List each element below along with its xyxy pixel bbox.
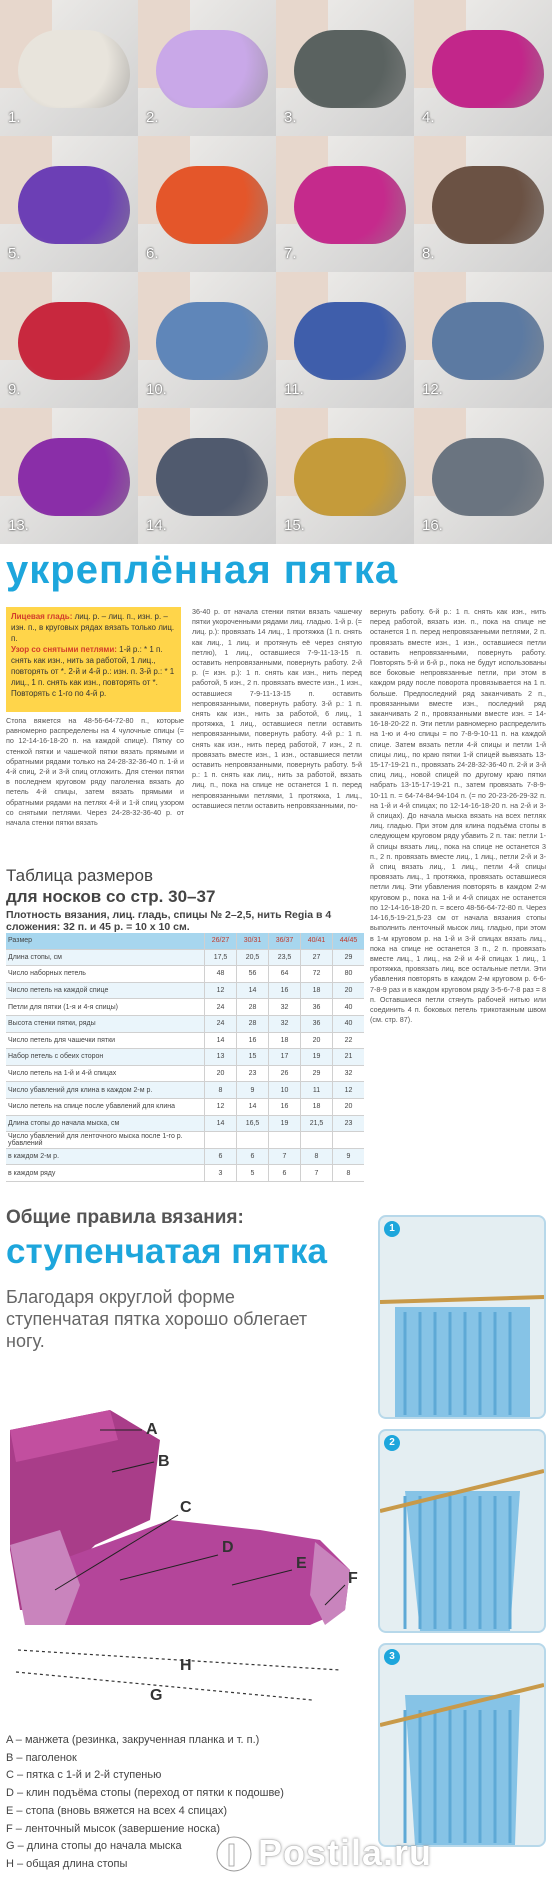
sock-heel-shape — [156, 438, 268, 516]
sock-photo — [414, 0, 552, 136]
size-value: 6 — [269, 1165, 301, 1182]
row-label: Размер — [6, 933, 205, 949]
size-value: 26/27 — [205, 933, 237, 949]
size-value: 64 — [269, 966, 301, 983]
legend-item: E – стопа (вновь вяжется на всех 4 спицах) — [6, 1804, 228, 1817]
table-row — [6, 1032, 364, 1049]
photo-number: 2. — [146, 109, 159, 126]
size-value: 32 — [333, 1065, 365, 1082]
knitted-fabric — [405, 1695, 520, 1845]
size-value: 18 — [301, 1098, 333, 1115]
size-value: 16 — [269, 982, 301, 999]
table-row — [6, 949, 364, 966]
step-photo — [378, 1215, 546, 1419]
size-value: 8 — [333, 1165, 365, 1182]
size-value — [269, 1132, 301, 1149]
size-value: 19 — [269, 1115, 301, 1132]
table-row — [6, 1148, 364, 1165]
size-value: 20,5 — [237, 949, 269, 966]
sock-heel-shape — [18, 438, 130, 516]
sock-heel-shape — [432, 30, 544, 108]
sock-photo — [414, 272, 552, 408]
photo-number: 3. — [284, 109, 297, 126]
size-value: 12 — [205, 982, 237, 999]
diagram-label-g: G — [150, 1687, 163, 1704]
size-value — [237, 1132, 269, 1149]
row-label: Число петель на каждой спице — [6, 982, 205, 999]
slip-stitch-text: 1-й р.: * 1 п. снять как изн., нить за работой, 1 лиц., повторять от *. 2-й и 4-й р.: изн. п. 3-й р.: * 1 лиц., 1 п. снять как изн., повторять от *. Повторять с 1-го по 4-й р. — [11, 645, 175, 698]
sock-heel-shape — [18, 30, 130, 108]
sock-photo — [414, 408, 552, 544]
sock-heel-shape — [432, 438, 544, 516]
size-value: 17 — [269, 1049, 301, 1066]
size-value: 32 — [269, 999, 301, 1016]
size-value: 9 — [333, 1148, 365, 1165]
size-value: 24 — [205, 1015, 237, 1032]
row-label: Число петель для чашечки пятки — [6, 1032, 205, 1049]
size-value: 23 — [237, 1065, 269, 1082]
size-value: 7 — [301, 1165, 333, 1182]
knitting-needle — [380, 1297, 544, 1302]
row-label: в каждом 2-м р. — [6, 1148, 205, 1165]
sock-photo — [0, 408, 138, 544]
text-column-2: 36-40 р. от начала стенки пятки вязать чашечку пятки укороченными рядами лиц. гладью. 1-й р. (= лиц. р.): провязать 14 лиц., 1 протяжка (1 п. снять как лиц., 1 лиц. и протянуть её через снятую петлю), 1 лиц., оставшиеся 7-9-11-13-15 п. оставить непровязанными, повернуть работу. 2-й р. (= изн. р.): 1 п. снять как изн., нить перед работой, 5 изн., 2 п. провязать вместе изн., 1 изн., оставшиеся 7-9-11-13-15 п. оставить непровязанными, повернуть работу. 3-й р.: 1 п. снять как изн., нить за работой, 6 лиц., 1 протяжка, 1 лиц., оставшиеся петли оставить непровязанными, повернуть работу. 4-й р.: 1 п. снять как изн., нить перед работой, 7 изн., 2 п. провязать вместе изн., 1 изн., оставшиеся петли оставить непровязанными, повернуть работу. 5-й р.: 1 п. снять как лиц., нить за работой, вязать лиц. п., пока на спице не останется 1 п. перед непровязанными петлями, 1 протяжка, 1 лиц., оставшиеся петли оставить непровязанными, по- — [192, 607, 362, 810]
step-photo — [378, 1429, 546, 1633]
photo-number: 7. — [284, 245, 297, 262]
sock-heel-shape — [156, 166, 268, 244]
photo-number: 16. — [422, 517, 443, 534]
row-label: Длина стопы до начала мыска, см — [6, 1115, 205, 1132]
step-number-badge: 2 — [384, 1435, 400, 1451]
postila-logo-icon — [214, 1834, 254, 1874]
step-heel-title: ступенчатая пятка — [6, 1232, 327, 1271]
size-value: 40 — [333, 1015, 365, 1032]
table-row — [6, 1049, 364, 1066]
gauge-note: Плотность вязания, лиц. гладь, спицы № 2–2,5, нить Regia в 4 сложения: 32 п. и 45 р. = 10 х 10 см. — [6, 909, 332, 933]
size-value: 11 — [301, 1082, 333, 1099]
size-value: 20 — [333, 982, 365, 999]
photo-number: 10. — [146, 381, 167, 398]
knitting-illustration — [380, 1645, 544, 1845]
legend-item: D – клин подъёма стопы (переход от пятки к подошве) — [6, 1787, 284, 1800]
table-row — [6, 1115, 364, 1132]
row-label: Число петель на спице после убавлений для клина — [6, 1098, 205, 1115]
table-header-row — [6, 933, 364, 949]
step-photo — [378, 1643, 546, 1847]
size-value: 28 — [237, 1015, 269, 1032]
size-value: 6 — [205, 1148, 237, 1165]
diagram-label-h: H — [180, 1657, 192, 1674]
sock-photo — [0, 136, 138, 272]
diagram-label-b: B — [158, 1453, 170, 1470]
table-row — [6, 1098, 364, 1115]
photo-number: 13. — [8, 517, 29, 534]
diagram-label-f: F — [348, 1570, 358, 1587]
table-row — [6, 982, 364, 999]
legend-item: F – ленточный мысок (завершение носка) — [6, 1822, 220, 1835]
photo-number: 11. — [284, 381, 304, 398]
step-number-badge: 1 — [384, 1221, 400, 1237]
size-value: 15 — [237, 1049, 269, 1066]
knitting-illustration — [380, 1431, 544, 1631]
size-value: 19 — [301, 1049, 333, 1066]
row-label: Высота стенки пятки, ряды — [6, 1015, 205, 1032]
size-value: 18 — [269, 1032, 301, 1049]
size-value: 20 — [301, 1032, 333, 1049]
row-label: в каждом ряду — [6, 1165, 205, 1182]
watermark-text: Postila.ru — [258, 1832, 433, 1873]
photo-number: 8. — [422, 245, 435, 262]
size-table-title: Таблица размеров — [6, 866, 153, 885]
row-label: Набор петель с обеих сторон — [6, 1049, 205, 1066]
size-value: 14 — [205, 1032, 237, 1049]
table-row — [6, 1015, 364, 1032]
size-value: 3 — [205, 1165, 237, 1182]
photo-number: 14. — [146, 517, 167, 534]
size-value: 44/45 — [333, 933, 365, 949]
legend-item: G – длина стопы до начала мыска — [6, 1840, 182, 1853]
size-value — [301, 1132, 333, 1149]
sock-photo — [138, 0, 276, 136]
row-label: Число петель на 1-й и 4-й спицах — [6, 1065, 205, 1082]
sock-photo — [0, 272, 138, 408]
sock-photo — [276, 272, 414, 408]
size-value: 16 — [237, 1032, 269, 1049]
row-label: Петли для пятки (1-я и 4-я спицы) — [6, 999, 205, 1016]
size-value — [333, 1132, 365, 1149]
size-value: 8 — [205, 1082, 237, 1099]
general-rules-heading: Общие правила вязания: — [6, 1207, 244, 1228]
step-number-badge: 3 — [384, 1649, 400, 1665]
sock-heel-shape — [432, 166, 544, 244]
row-label: Число убавлений для ленточного мыска после 1-го р. убавлений — [6, 1132, 205, 1149]
sock-photo — [138, 408, 276, 544]
size-value: 13 — [205, 1049, 237, 1066]
size-value: 30/31 — [237, 933, 269, 949]
size-value: 72 — [301, 966, 333, 983]
photo-number: 6. — [146, 245, 159, 262]
size-value: 8 — [301, 1148, 333, 1165]
sock-photo — [414, 136, 552, 272]
size-value: 18 — [301, 982, 333, 999]
size-value: 24 — [205, 999, 237, 1016]
size-value: 16 — [269, 1098, 301, 1115]
size-value: 14 — [237, 982, 269, 999]
knitting-illustration — [380, 1217, 544, 1417]
size-value: 22 — [333, 1032, 365, 1049]
photo-number: 12. — [422, 381, 443, 398]
size-value: 40/41 — [301, 933, 333, 949]
size-table-subtitle: для носков со стр. 30–37 — [6, 887, 216, 906]
diagram-label-e: E — [296, 1555, 307, 1572]
size-value: 48 — [205, 966, 237, 983]
step-photos — [378, 1215, 546, 1857]
size-value: 23,5 — [269, 949, 301, 966]
diagram-label-c: C — [180, 1499, 192, 1516]
size-value: 21,5 — [301, 1115, 333, 1132]
table-row — [6, 1082, 364, 1099]
size-value: 40 — [333, 999, 365, 1016]
size-value: 7 — [269, 1148, 301, 1165]
size-value: 36 — [301, 1015, 333, 1032]
row-label: Число убавлений для клина в каждом 2-м р. — [6, 1082, 205, 1099]
size-value: 5 — [237, 1165, 269, 1182]
size-value: 16,5 — [237, 1115, 269, 1132]
photo-number: 9. — [8, 381, 21, 398]
photo-number: 5. — [8, 245, 21, 262]
row-label: Число наборных петель — [6, 966, 205, 983]
diagram-label-d: D — [222, 1539, 234, 1556]
sock-photo — [276, 0, 414, 136]
stitch-legend-box — [6, 607, 181, 712]
row-label: Длина стопы, см — [6, 949, 205, 966]
photo-number: 4. — [422, 109, 435, 126]
sock-photo — [138, 272, 276, 408]
sock-diagram — [0, 1370, 372, 1725]
sock-photo — [138, 136, 276, 272]
site-watermark — [210, 1830, 546, 1880]
sock-heel-shape — [18, 166, 130, 244]
size-value — [205, 1132, 237, 1149]
size-value: 17,5 — [205, 949, 237, 966]
sock-photo — [0, 0, 138, 136]
size-table — [6, 933, 364, 1182]
size-value: 80 — [333, 966, 365, 983]
legend-item: C – пятка с 1-й и 2-й ступенью — [6, 1769, 162, 1782]
table-row — [6, 1065, 364, 1082]
size-value: 32 — [269, 1015, 301, 1032]
size-value: 27 — [301, 949, 333, 966]
photo-number: 1. — [8, 109, 21, 126]
table-row — [6, 966, 364, 983]
size-value: 10 — [269, 1082, 301, 1099]
sock-heel-shape — [432, 302, 544, 380]
photo-number: 15. — [284, 517, 305, 534]
size-value: 9 — [237, 1082, 269, 1099]
sock-heel-shape — [156, 302, 268, 380]
sock-photo-grid — [0, 0, 552, 545]
sock-heel-shape — [294, 30, 406, 108]
size-value: 12 — [333, 1082, 365, 1099]
size-value: 21 — [333, 1049, 365, 1066]
article-title: укреплённая пятка — [6, 548, 399, 592]
sock-heel-shape — [294, 302, 406, 380]
text-column-1: Стопа вяжется на 48-56-64-72-80 п., которые равномерно распределены на 4 чулочные спицы (= по 12-14-16-18-20 п. на каждой спице). Пятку со стенкой пятки и чашечкой пятки вязать прямыми и обратными рядами только на 24-28-32-36-40 п. 1-й и 4-й спиц, 2-й и 3-й спиц отложить. Для стенки пятки в последнем круговом ряду паголенка вязать до петель 4-й спицы, затем вязать прямыми и обратными рядами на петлях 4-й и 1-й спиц узором со снятыми петлями. Через 24-28-32-36-40 р. от начала стенки пятки вязать — [6, 716, 184, 828]
stockinette-text: лиц. р. – лиц. п., изн. р. – изн. п., в круговых рядах вязать только лиц. п. — [11, 612, 175, 643]
sock-photo — [276, 136, 414, 272]
sock-heel-shape — [294, 438, 406, 516]
size-value: 26 — [269, 1065, 301, 1082]
legend-item: H – общая длина стопы — [6, 1857, 128, 1870]
stockinette-label: Лицевая гладь: — [11, 612, 73, 621]
table-row — [6, 1165, 364, 1182]
slip-stitch-label: Узор со снятыми петлями: — [11, 645, 117, 654]
size-value: 6 — [237, 1148, 269, 1165]
size-value: 20 — [333, 1098, 365, 1115]
size-value: 28 — [237, 999, 269, 1016]
size-value: 29 — [333, 949, 365, 966]
size-value: 14 — [237, 1098, 269, 1115]
size-value: 12 — [205, 1098, 237, 1115]
step-heel-intro: Благодаря округлой форме ступенчатая пятка хорошо облегает ногу. — [6, 1287, 308, 1351]
legend-item: B – паголенок — [6, 1751, 77, 1764]
size-value: 29 — [301, 1065, 333, 1082]
size-value: 20 — [205, 1065, 237, 1082]
sock-heel-shape — [18, 302, 130, 380]
size-value: 56 — [237, 966, 269, 983]
knitted-fabric — [405, 1491, 520, 1631]
sock-heel-shape — [294, 166, 406, 244]
sock-heel-shape — [156, 30, 268, 108]
text-column-3: вернуть работу. 6-й р.: 1 п. снять как изн., нить перед работой, вязать изн. п., пока на спице не останется 1 п. перед непровязанными петлями, 2 п. провязать вместе изн., 1 изн., оставшиеся петли оставить непровязанными, повернуть работу. Повторять 5-й и 6-й р., пока не будут использованы все боковые непровязанные петли, при этом в каждом ряду после поворота провязывается на 1 п. больше. Предпоследний ряд заканчивать 2 п., провязанными вместе изн., последний ряд заканчивать 2 п., провязанными вместе изн. = 14-16-18-20-22 п. Эти петли равномерно распределить на 1-ю и 4-ю спицы = по 7-8-9-10-11 п. на каждой спице. Затем вязать петли 4-й спицы и петли 1-й спицы лиц., по краю пятки 1-й спицей вывязать 13-15-17-19-21 п., провязать 24-28-32-36-40 п. 2-й и 3-й спиц лиц., новой спицей по другому краю пятки набрать 13-15-17-19-21 п., затем провязать 7-8-9-10-11 п. = 64-74-84-94-104 п. (= по 20-23-26-29-32 п. на 1-й и 4-й спицах; по 12-14-16-18-20 п. на 2-й и 3-й спицах). До начала мыска вязать на всех петлях лиц. гладью. При этом для клина подъёма стопы в следующем круговом ряду убавить 2 п. так: петли 1-й спицы вязать лиц., пока на спице не останется 3 п., 2 п. провязать вместе лиц., 1 лиц., петли 2-й и 3-й спиц вязать лиц., 1 лиц., петли 4-й спицы провязать лиц., 1 протяжка, провязать оставшиеся петли лиц. Эти убавления повторять в каждом 2-м круговом р., пока на 1-й и 4-й спицах не останется по 12-14-16-18-20 п. = всего 48-56-64-72-80 п. Через 14-16,5-19-21,5-23 см от начала вязания стопы выполнить ленточный мысок лиц. гладью, при этом в 1-м круговом р. на 1-й и 3-й спицах вязать лиц., пока на спице не останется 3 п., 2 п. провязать вместе лиц., 1 лиц., на 2-й и 4-й спицах 1 лиц., 1 протяжка, провязать лиц. все остальные петли. Эти убавления повторять в каждом 2-м круговом р. 6-6-7-8-9 раз и в каждом круговом ряду 3-5-6-7-8 раз = 8 п. Оставшиеся петли стянуть рабочей нитью или соединить 4 п. боковых петель трикотажным швом (см. стр. 87). — [370, 607, 546, 1025]
size-value: 36/37 — [269, 933, 301, 949]
table-row — [6, 999, 364, 1016]
diagram-label-a: A — [146, 1421, 158, 1438]
size-value: 14 — [205, 1115, 237, 1132]
size-value: 36 — [301, 999, 333, 1016]
legend-item: A – манжета (резинка, закрученная планка и т. п.) — [6, 1734, 260, 1746]
size-value: 23 — [333, 1115, 365, 1132]
sock-photo — [276, 408, 414, 544]
table-row — [6, 1132, 364, 1149]
